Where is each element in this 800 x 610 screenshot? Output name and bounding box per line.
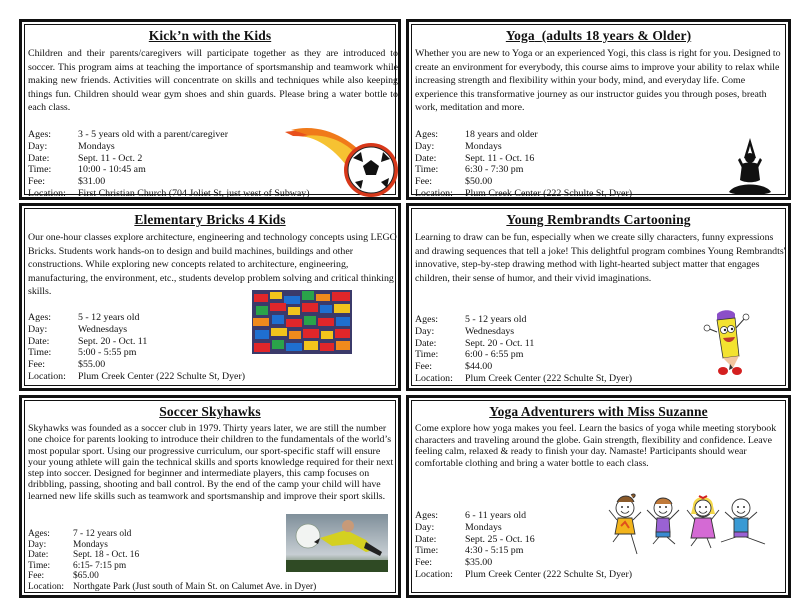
program-title: Yoga Adventurers with Miss Suzanne	[489, 404, 708, 419]
detail-value: $65.00	[73, 571, 99, 581]
detail-label: Location:	[415, 187, 453, 199]
detail-row-date	[28, 550, 316, 561]
detail-row-day	[415, 326, 632, 338]
detail-label: Ages:	[28, 129, 52, 140]
program-title: Elementary Bricks 4 Kids	[134, 212, 286, 227]
detail-label: Date:	[28, 335, 50, 347]
detail-row-ages	[28, 312, 245, 324]
detail-label: Location:	[28, 581, 64, 592]
program-card-elementary-bricks	[19, 203, 401, 391]
program-title	[415, 28, 782, 44]
yoga-silhouette-image	[725, 136, 775, 198]
detail-row-day	[415, 141, 632, 153]
program-details	[28, 529, 316, 592]
detail-label: Location:	[415, 568, 453, 580]
detail-value: Mondays	[73, 539, 108, 550]
detail-row-time	[415, 164, 632, 176]
detail-value: 6:15- 7:15 pm	[73, 560, 127, 571]
detail-label: Date:	[415, 533, 437, 545]
detail-row-location	[28, 582, 316, 593]
detail-value: Wednesdays	[465, 325, 515, 337]
detail-value: Mondays	[465, 521, 502, 533]
program-description: Our one-hour classes explore architecture, engineering and technology concepts using LEGO Bricks. Students work hands-on to design and build machines, buildings and other constructions. While exploring new concepts related to architecture, engineering, manufacturing, the environment, etc., students develop problem solving and critical thinking skills.	[28, 232, 397, 297]
goalkeeper-photo-image	[286, 514, 388, 572]
detail-value: 6:30 - 7:30 pm	[465, 164, 524, 176]
detail-value: Northgate Park (Just south of Main St. on Calumet Ave. in Dyer)	[73, 581, 317, 592]
detail-label: Fee:	[415, 557, 433, 569]
detail-row-day	[28, 324, 245, 336]
program-description: Skyhawks was founded as a soccer club in 1979. Thirty years later, we are still the number one choice for parents looking to introduce their children to the fundamentals of the world’s most popular sport. Using our progressive curriculum, our sport-specific staff will ensure your young athlete will gain the technical skills and sports knowledge required for their next step into soccer. Designed for beginner and intermediate players, this camp focuses on dribbling, passing, shooting and ball control. By the end of the camp your child will have learned new life skills such as teamwork and sportsmanship and improve their sport skills.	[28, 423, 394, 502]
detail-label: Location:	[415, 372, 453, 384]
detail-value: Sept. 11 - Oct. 2	[78, 152, 143, 164]
detail-value: Wednesdays	[78, 323, 128, 335]
detail-value: Plum Creek Center (222 Schulte St, Dyer)	[465, 372, 633, 384]
program-title: Young Rembrandts Cartooning	[506, 212, 691, 227]
detail-value: 5 - 12 years old	[78, 312, 140, 323]
detail-value: 5 - 12 years old	[465, 314, 527, 325]
detail-label: Date:	[415, 337, 437, 349]
program-description: Learning to draw can be fun, especially when we create silly characters, funny expressions and drawing sequences that tell a joke! This delightful program combines Young Rembrandts' innovative, step-by-step drawing method with light-hearted subject matter that engages children, their sense of humor, and their vivid imaginations.	[415, 232, 786, 284]
detail-row-ages	[28, 529, 316, 540]
program-title: Soccer Skyhawks	[159, 404, 261, 419]
detail-value: $55.00	[78, 359, 106, 371]
lego-bricks-image	[252, 290, 352, 354]
program-card-soccer-skyhawks	[19, 395, 401, 598]
detail-label: Day:	[28, 140, 48, 152]
detail-value: $44.00	[465, 361, 493, 373]
detail-row-ages	[415, 129, 632, 141]
detail-label: Day:	[28, 539, 47, 550]
detail-value: 6 - 11 years old	[465, 510, 527, 521]
detail-label: Day:	[415, 521, 435, 533]
detail-row-fee	[415, 176, 632, 188]
detail-label: Location:	[28, 187, 66, 199]
detail-label: Day:	[415, 140, 435, 152]
detail-label: Time:	[28, 164, 52, 176]
detail-label: Date:	[28, 152, 50, 164]
detail-row-day	[28, 540, 316, 551]
detail-row-time	[415, 545, 632, 557]
program-description: Come explore how yoga makes you feel. Learn the basics of yoga while meeting storybook characters and traveling around the globe. Gain strength, flexibility and confidence. Leave feeling calm, relaxed & ready to finish your day. Namaste! Participants should wear comfortable clothing and bring a water bottle to each class.	[415, 423, 777, 469]
detail-row-day	[415, 522, 632, 534]
program-card-kickn-with-the-kids	[19, 19, 401, 200]
detail-label: Location:	[28, 370, 66, 382]
program-details	[415, 314, 632, 385]
detail-row-date	[415, 153, 632, 165]
detail-value: Mondays	[78, 140, 115, 152]
detail-label: Date:	[415, 152, 437, 164]
detail-value: $50.00	[465, 176, 493, 188]
cartoon-pencil-image	[703, 308, 753, 378]
detail-value: $35.00	[465, 557, 493, 569]
detail-row-location	[415, 569, 632, 581]
program-details	[415, 129, 632, 200]
detail-row-location	[28, 371, 245, 383]
detail-value: Sept. 20 - Oct. 11	[465, 337, 535, 349]
detail-value: 18 years and older	[465, 129, 538, 140]
detail-label: Fee:	[28, 359, 46, 371]
detail-label: Time:	[28, 560, 51, 571]
detail-label: Ages:	[28, 529, 50, 539]
detail-row-fee	[28, 571, 316, 582]
detail-label: Time:	[415, 164, 439, 176]
program-title: Kick’n with the Kids	[148, 28, 272, 43]
flaming-soccer-ball-image	[263, 122, 403, 202]
detail-value: 3 - 5 years old with a parent/caregiver	[78, 129, 228, 140]
program-card-yoga-adventurers	[406, 395, 791, 598]
detail-value: Plum Creek Center (222 Schulte St, Dyer)	[465, 568, 633, 580]
detail-value: 10:00 - 10:45 am	[78, 164, 146, 176]
detail-label: Fee:	[28, 176, 46, 188]
detail-value: Sept. 20 - Oct. 11	[78, 335, 148, 347]
detail-value: 5:00 - 5:55 pm	[78, 347, 137, 359]
detail-value: Plum Creek Center (222 Schulte St, Dyer)	[78, 370, 246, 382]
detail-label: Ages:	[415, 129, 439, 140]
detail-value: Sept. 18 - Oct. 16	[73, 550, 140, 560]
detail-label: Date:	[28, 550, 49, 560]
detail-row-location	[415, 373, 632, 385]
detail-label: Day:	[28, 323, 48, 335]
jumping-kids-image	[607, 492, 769, 560]
detail-value: $31.00	[78, 176, 106, 188]
detail-label: Time:	[415, 349, 439, 361]
detail-row-fee	[415, 557, 632, 569]
program-description: Children and their parents/caregivers will participate together as they are introduced to soccer. This program aims at teaching the importance of sportsmanship and teamwork while making new friends. Activities will concentrate on skills and techniques while also keeping things fun. Children should wear gym shoes and shin guards. Please bring a water bottle to each class.	[28, 48, 398, 113]
detail-value: 4:30 - 5:15 pm	[465, 545, 524, 557]
detail-row-ages	[415, 510, 632, 522]
program-details	[28, 312, 245, 383]
detail-value: First Christian Church (704 Joliet St, just west of Subway)	[78, 187, 310, 199]
detail-value: Plum Creek Center (222 Schulte St, Dyer)	[465, 187, 633, 199]
detail-row-fee	[28, 359, 245, 371]
detail-row-time	[28, 561, 316, 572]
detail-row-date	[415, 534, 632, 546]
detail-row-ages	[415, 314, 632, 326]
program-description: Whether you are new to Yoga or an experienced Yogi, this class is right for you. Designed to create an environment for everybody, this course aims to improve your ability to relax while increasing strength and flexibility within your body, mind, and everyday life. Come experience this transformative journey as our instructor guides you through poses, breath work, meditation and more.	[415, 48, 781, 113]
detail-label: Fee:	[415, 361, 433, 373]
detail-label: Ages:	[415, 510, 439, 521]
program-title-suffix: (adults 18 years & Older)	[541, 28, 692, 43]
program-title-main: Yoga	[505, 28, 535, 43]
detail-label: Ages:	[415, 314, 439, 325]
detail-label: Fee:	[415, 176, 433, 188]
detail-row-fee	[415, 361, 632, 373]
detail-value: Sept. 25 - Oct. 16	[465, 533, 535, 545]
detail-label: Fee:	[28, 571, 45, 581]
detail-row-date	[28, 336, 245, 348]
program-details	[415, 510, 632, 581]
detail-label: Day:	[415, 325, 435, 337]
detail-value: Sept. 11 - Oct. 16	[465, 152, 535, 164]
detail-row-time	[28, 347, 245, 359]
detail-value: 7 - 12 years old	[73, 529, 132, 539]
detail-row-location	[415, 188, 632, 200]
detail-label: Time:	[28, 347, 52, 359]
detail-row-date	[415, 338, 632, 350]
detail-label: Time:	[415, 545, 439, 557]
program-card-young-rembrandts	[406, 203, 791, 391]
detail-row-time	[415, 349, 632, 361]
detail-value: 6:00 - 6:55 pm	[465, 349, 524, 361]
detail-label: Ages:	[28, 312, 52, 323]
detail-value: Mondays	[465, 140, 502, 152]
program-card-yoga-adults	[406, 19, 791, 200]
